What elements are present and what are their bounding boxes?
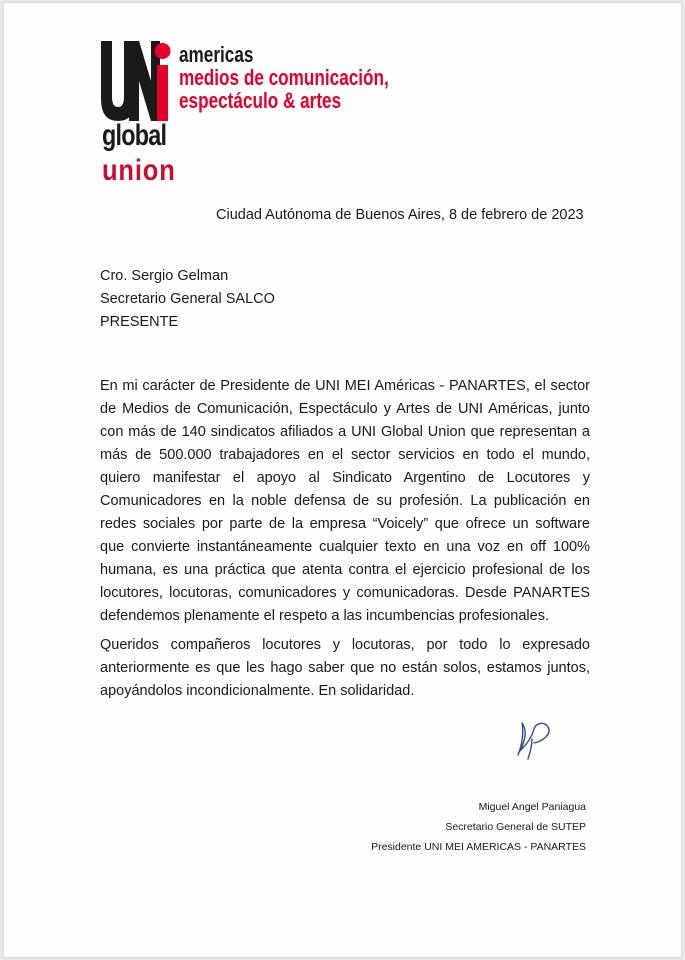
- logo-union-text: union: [102, 154, 176, 187]
- logo-line-espectaculo: espectáculo & artes: [179, 88, 342, 113]
- signature-block: [371, 797, 586, 857]
- signatory-role-1: Secretario General de SUTEP: [445, 821, 586, 833]
- recipient-block: [100, 265, 275, 334]
- uni-logo-mark: [99, 39, 171, 123]
- logo-line-americas: americas: [179, 42, 254, 67]
- place-and-date: Ciudad Autónoma de Buenos Aires, 8 de febrero de 2023: [216, 207, 584, 223]
- uni-global-union-logo: [99, 39, 399, 189]
- recipient-name: Cro. Sergio Gelman: [100, 268, 229, 284]
- signatory-name: Miguel Angel Paniagua: [478, 801, 586, 813]
- logo-global-text: global: [102, 119, 167, 152]
- letter-page: [4, 3, 681, 957]
- recipient-title: Secretario General SALCO: [100, 291, 275, 307]
- handwritten-signature: [510, 715, 558, 763]
- logo-sector-text: [179, 43, 419, 112]
- body-paragraph-2: Queridos compañeros locutores y locutoras, por todo lo expresado anteriormente es que les hago saber que no están solos, estamos juntos, apoyándolos incondicionalmente. En solidaridad.: [100, 637, 590, 699]
- body-paragraph-1: En mi carácter de Presidente de UNI MEI Américas - PANARTES, el sector de Medios de Comunicación, Espectáculo y Artes de UNI Américas, junto con más de 140 sindicatos afiliados a UNI Global Union que representan a más de 500.000 trabajadores en el sector servicios en todo el mundo, quiero manifestar el apoyo al Sindicato Argentino de Locutores y Comunicadores en la noble defensa de su profesión. La publicación en redes sociales por parte de la empresa “Voicely” que ofrece un software que convierte instantáneamente cualquier texto en una voz en off 100% humana, es una práctica que atenta contra el ejercicio profesional de los locutores, locutoras, comunicadores y comunicadoras. Desde PANARTES defendemos plenamente el respeto a las incumbencias profesionales.: [100, 378, 590, 624]
- signatory-role-2: Presidente UNI MEI AMERICAS - PANARTES: [371, 841, 586, 853]
- recipient-salutation: PRESENTE: [100, 314, 179, 330]
- logo-line-medios: medios de comunicación,: [179, 65, 389, 90]
